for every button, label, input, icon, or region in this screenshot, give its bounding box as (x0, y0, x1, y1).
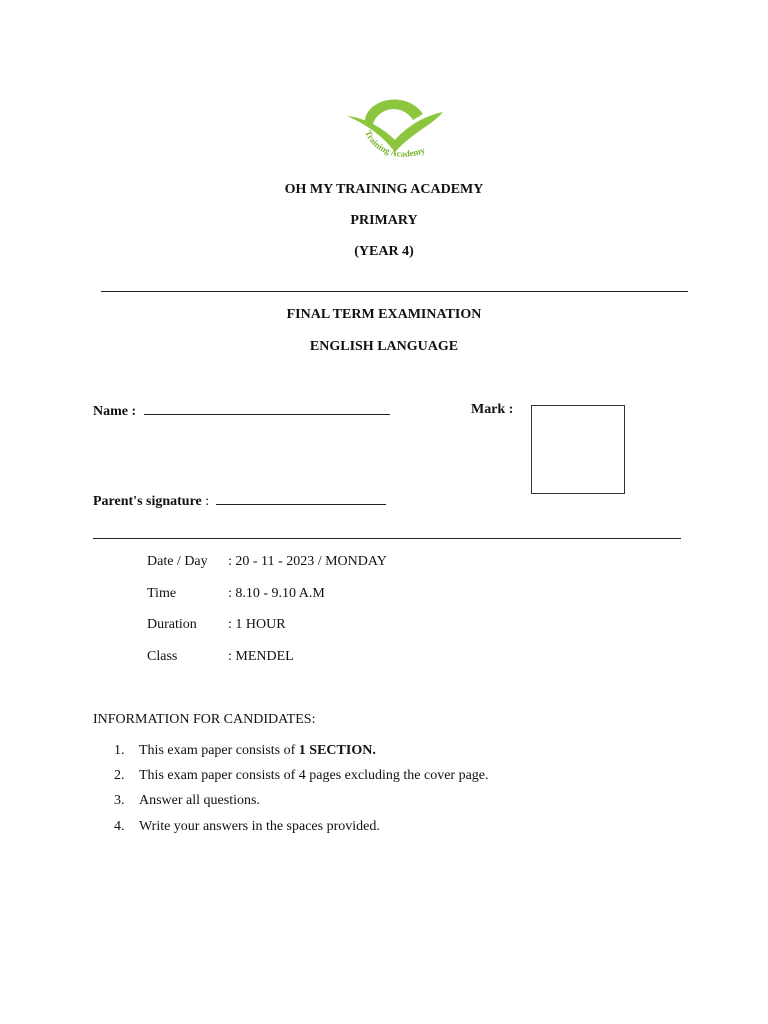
school-name: OH MY TRAINING ACADEMY (284, 182, 484, 197)
list-item-number: 4. (114, 819, 125, 834)
list-item (139, 743, 376, 759)
mark-label: Mark : (471, 402, 514, 417)
list-item-text: This exam paper consists of (139, 743, 299, 758)
detail-value-duration: : 1 HOUR (228, 617, 286, 632)
list-item-number: 3. (114, 793, 125, 808)
year: (YEAR 4) (354, 244, 414, 259)
detail-value-date: : 20 - 11 - 2023 / MONDAY (228, 554, 387, 569)
signature-colon: : (205, 494, 210, 509)
name-blank[interactable] (144, 402, 390, 415)
signature-row (93, 492, 386, 510)
level: PRIMARY (350, 213, 418, 228)
signature-label: Parent's signature (93, 494, 202, 509)
divider-top (101, 291, 688, 292)
name-label: Name : (93, 404, 137, 419)
detail-label-date: Date / Day (147, 554, 208, 569)
detail-label-class: Class (147, 649, 178, 664)
list-item-bold: 1 SECTION. (298, 743, 376, 758)
detail-label-duration: Duration (147, 617, 197, 632)
mark-box[interactable] (531, 405, 625, 494)
logo-text: Training Academy (363, 128, 427, 159)
instructions-heading: INFORMATION FOR CANDIDATES: (93, 712, 316, 727)
detail-value-time: : 8.10 - 9.10 A.M (228, 586, 325, 601)
svg-text:Training Academy (363, 129, 427, 159)
logo-arc-text (343, 92, 447, 168)
signature-blank[interactable] (216, 492, 386, 505)
exam-subject: ENGLISH LANGUAGE (309, 339, 459, 354)
list-item-number: 2. (114, 768, 125, 783)
list-item: This exam paper consists of 4 pages excluding the cover page. (139, 768, 489, 783)
list-item: Write your answers in the spaces provided. (139, 819, 380, 834)
name-row (93, 402, 390, 420)
list-item: Answer all questions. (139, 793, 260, 808)
list-item-number: 1. (114, 743, 125, 758)
detail-label-time: Time (147, 586, 177, 601)
exam-title: FINAL TERM EXAMINATION (286, 307, 482, 322)
divider-middle (93, 538, 681, 539)
logo (343, 92, 447, 168)
detail-value-class: : MENDEL (228, 649, 294, 664)
